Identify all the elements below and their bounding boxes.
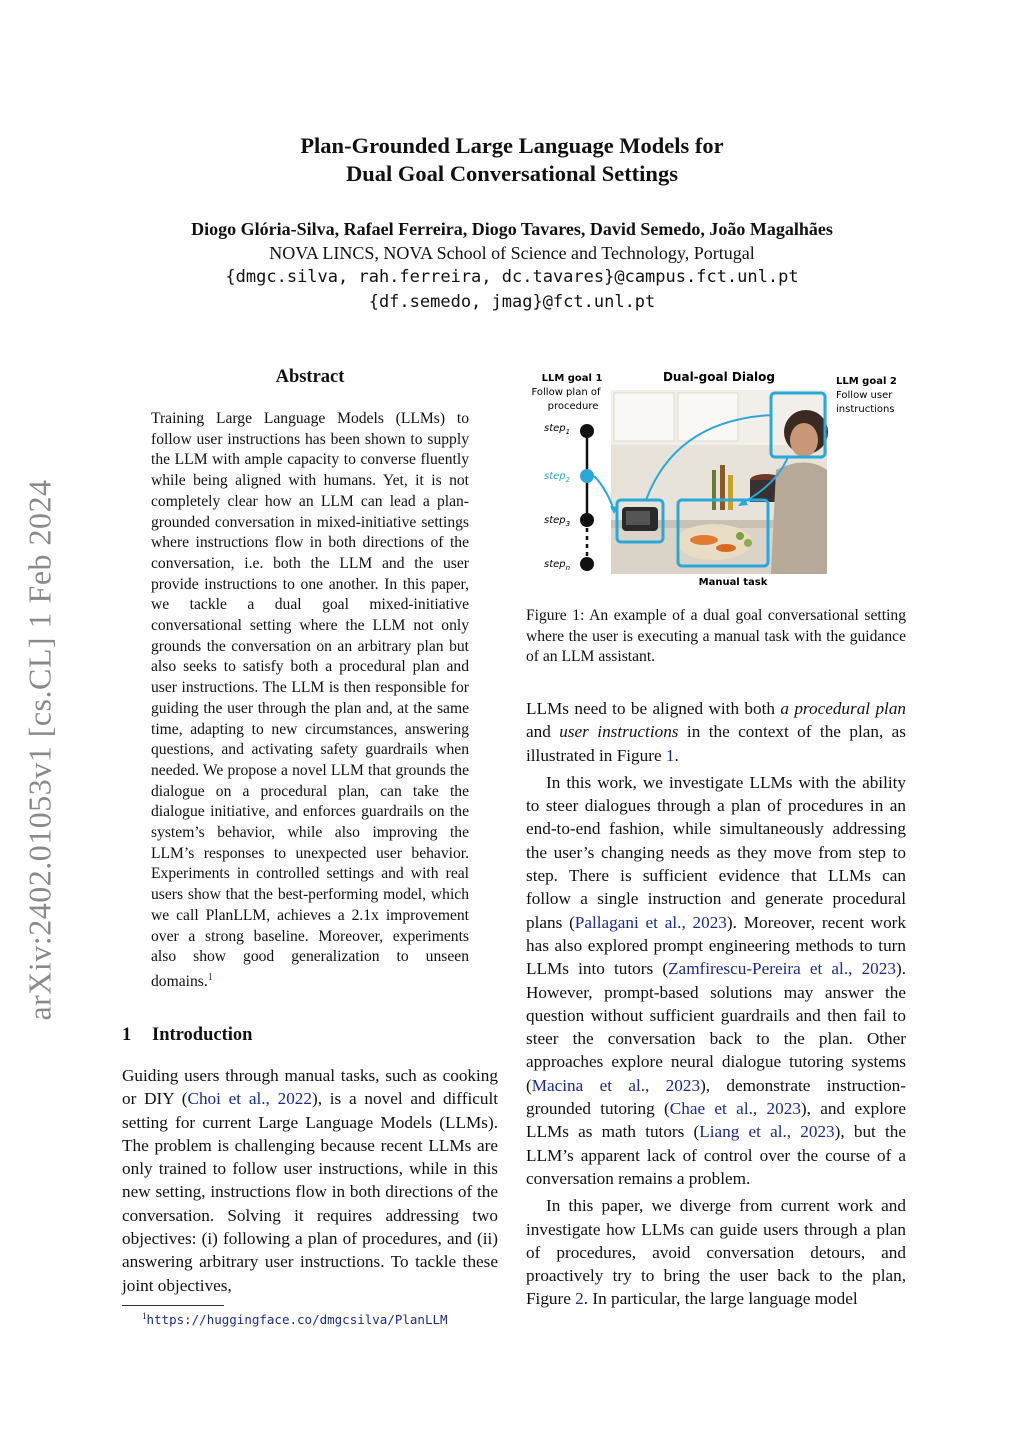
figure-ref-link[interactable]: 2 <box>575 1289 584 1309</box>
citation-link[interactable]: Choi et al., 2022 <box>187 1089 312 1109</box>
goal1-title: LLM goal 1 <box>541 373 603 384</box>
step-3-node <box>580 513 594 527</box>
step-3-label: step$_3$ <box>544 515 571 528</box>
step-2-node <box>580 469 594 483</box>
intro-right-column <box>526 697 906 1311</box>
abstract-body: Training Large Language Models (LLMs) to follow user instructions has been shown to supply the LLM with ample capacity to converse fluently while being aligned with humans. Yet, it is not completely clear how an LLM can lead a plan-grounded conversation in mixed-initiative settings where instructions flow in both directions of the conversation, i.e. both the LLM and the user provide instructions to one another. In this paper, we tackle a dual goal mixed-initiative conversational setting where the LLM not only grounds the conversation on an arbitrary plan but also seeks to satisfy both a procedural plan and user instructions. The LLM is then responsible for guiding the user through the plan and, at the same time, adapting to new circumstances, answering questions, and activating safety guardrails when needed. We propose a novel LLM that grounds the dialogue on a procedural plan, can take the dialogue initiative, and enforces guardrails on the system’s behavior, while also improving the LLM’s responses to unexpected user behavior. Experiments in controlled settings and with real users show that the best-performing model, which we call PlanLLM, achieves a 2.1x improvement over a strong baseline. Moreover, experiments also show good generalization to unseen domains.$^1$ <box>151 410 469 991</box>
goal1-line-2: procedure <box>547 401 599 412</box>
title-line-1: Plan-Grounded Large Language Models for <box>300 133 724 158</box>
manual-task-label: Manual task <box>698 577 768 588</box>
author-emails <box>90 265 934 315</box>
figure-ref-link[interactable]: 1 <box>665 745 675 765</box>
figure-1 <box>526 360 906 596</box>
citation-link[interactable]: Chae et al., 2023 <box>669 1099 801 1119</box>
citation-link[interactable]: Liang et al., 2023 <box>699 1122 835 1142</box>
step-n-label: step$_n$ <box>544 559 571 572</box>
goal1-line-1: Follow plan of <box>531 387 601 398</box>
footnote-divider <box>122 1305 224 1306</box>
email-line-1: {dmgc.silva, rah.ferreira, dc.tavares}@campus.fct.unl.pt <box>225 267 799 287</box>
email-line-2: {df.semedo, jmag}@fct.unl.pt <box>368 292 656 312</box>
title-line-2: Dual Goal Conversational Settings <box>346 161 678 186</box>
step-1-node <box>580 424 594 438</box>
footnote: $^1$https://huggingface.co/dmgcsilva/PlanLLM <box>142 1311 448 1328</box>
goal2-line-1: Follow user <box>836 390 893 401</box>
paper-title <box>130 132 894 188</box>
arxiv-identifier: arXiv:2402.01053v1 [cs.CL] 1 Feb 2024 <box>21 479 58 1021</box>
citation-link[interactable]: Pallagani et al., 2023 <box>574 912 727 932</box>
affiliation: NOVA LINCS, NOVA School of Science and Technology, Portugal <box>269 243 755 263</box>
footnote-ref[interactable]: 1 <box>207 971 213 983</box>
step-2-label: step$_2$ <box>544 471 571 484</box>
paragraph: In this work, we investigate LLMs with the ability to steer dialogues through a plan of procedures in an end-to-end fashion, while simultaneously addressing the user’s changing needs as they move from step to step. There is sufficient evidence that LLMs can follow a single instruction and generate procedural plans (Pallagani et al., 2023). Moreover, recent work has also explored prompt engineering methods to turn LLMs into tutors (Zamfirescu-Pereira et al., 2023). However, prompt-based solutions may answer the question without sufficient guardrails and then fail to steer the conversation back to the plan. Other approaches explore neural dialogue tutoring systems (Macina et al., 2023), demonstrate instruction-grounded tutoring (Chae et al., 2023), and explore LLMs as math tutors (Liang et al., 2023), but the LLM’s apparent lack of control over the course of a conversation remains a problem. <box>526 772 906 1188</box>
section-heading-introduction: 1 Introduction <box>122 1025 253 1045</box>
author-list: Diogo Glória-Silva, Rafael Ferreira, Diogo Tavares, David Semedo, João Magalhães <box>191 219 833 239</box>
goal2-line-2: instructions <box>836 404 895 415</box>
goal2-title: LLM goal 2 <box>836 376 897 387</box>
citation-link[interactable]: Macina et al., 2023 <box>531 1075 701 1095</box>
step-1-label: step$_1$ <box>544 423 571 436</box>
footnote-url-link[interactable]: https://huggingface.co/dmgcsilva/PlanLLM <box>146 1312 448 1328</box>
step-n-node <box>580 557 594 571</box>
paragraph: In this paper, we diverge from current work and investigate how LLMs can guide users through a plan of procedures, avoid conversation detours, and proactively try to bring the user back to the plan, Figure 2. In particular, the large language model <box>526 1196 906 1309</box>
intro-paragraph-left: Guiding users through manual tasks, such as cooking or DIY (Choi et al., 2022), is a novel and difficult setting for current Large Language Models (LLMs). The problem is challenging because recent LLMs are only trained to follow user instructions, while in this new setting, instructions flow in both directions of the conversation. Solving it requires addressing two objectives: (i) following a plan of procedures, and (ii) answering arbitrary user instructions. To tackle these joint objectives, <box>122 1066 498 1295</box>
dual-goal-title: Dual-goal Dialog <box>662 370 776 384</box>
abstract-heading: Abstract <box>275 367 345 387</box>
citation-link[interactable]: Zamfirescu-Pereira et al., 2023 <box>668 959 896 979</box>
kitchen-photo <box>611 390 828 574</box>
figure-caption: Figure 1: An example of a dual goal conversational setting where the user is executing a manual task with the guidance of an LLM assistant. <box>526 607 906 666</box>
paragraph: LLMs need to be aligned with both a procedural plan and user instructions in the context of the plan, as illustrated in Figure 1. <box>526 699 907 765</box>
